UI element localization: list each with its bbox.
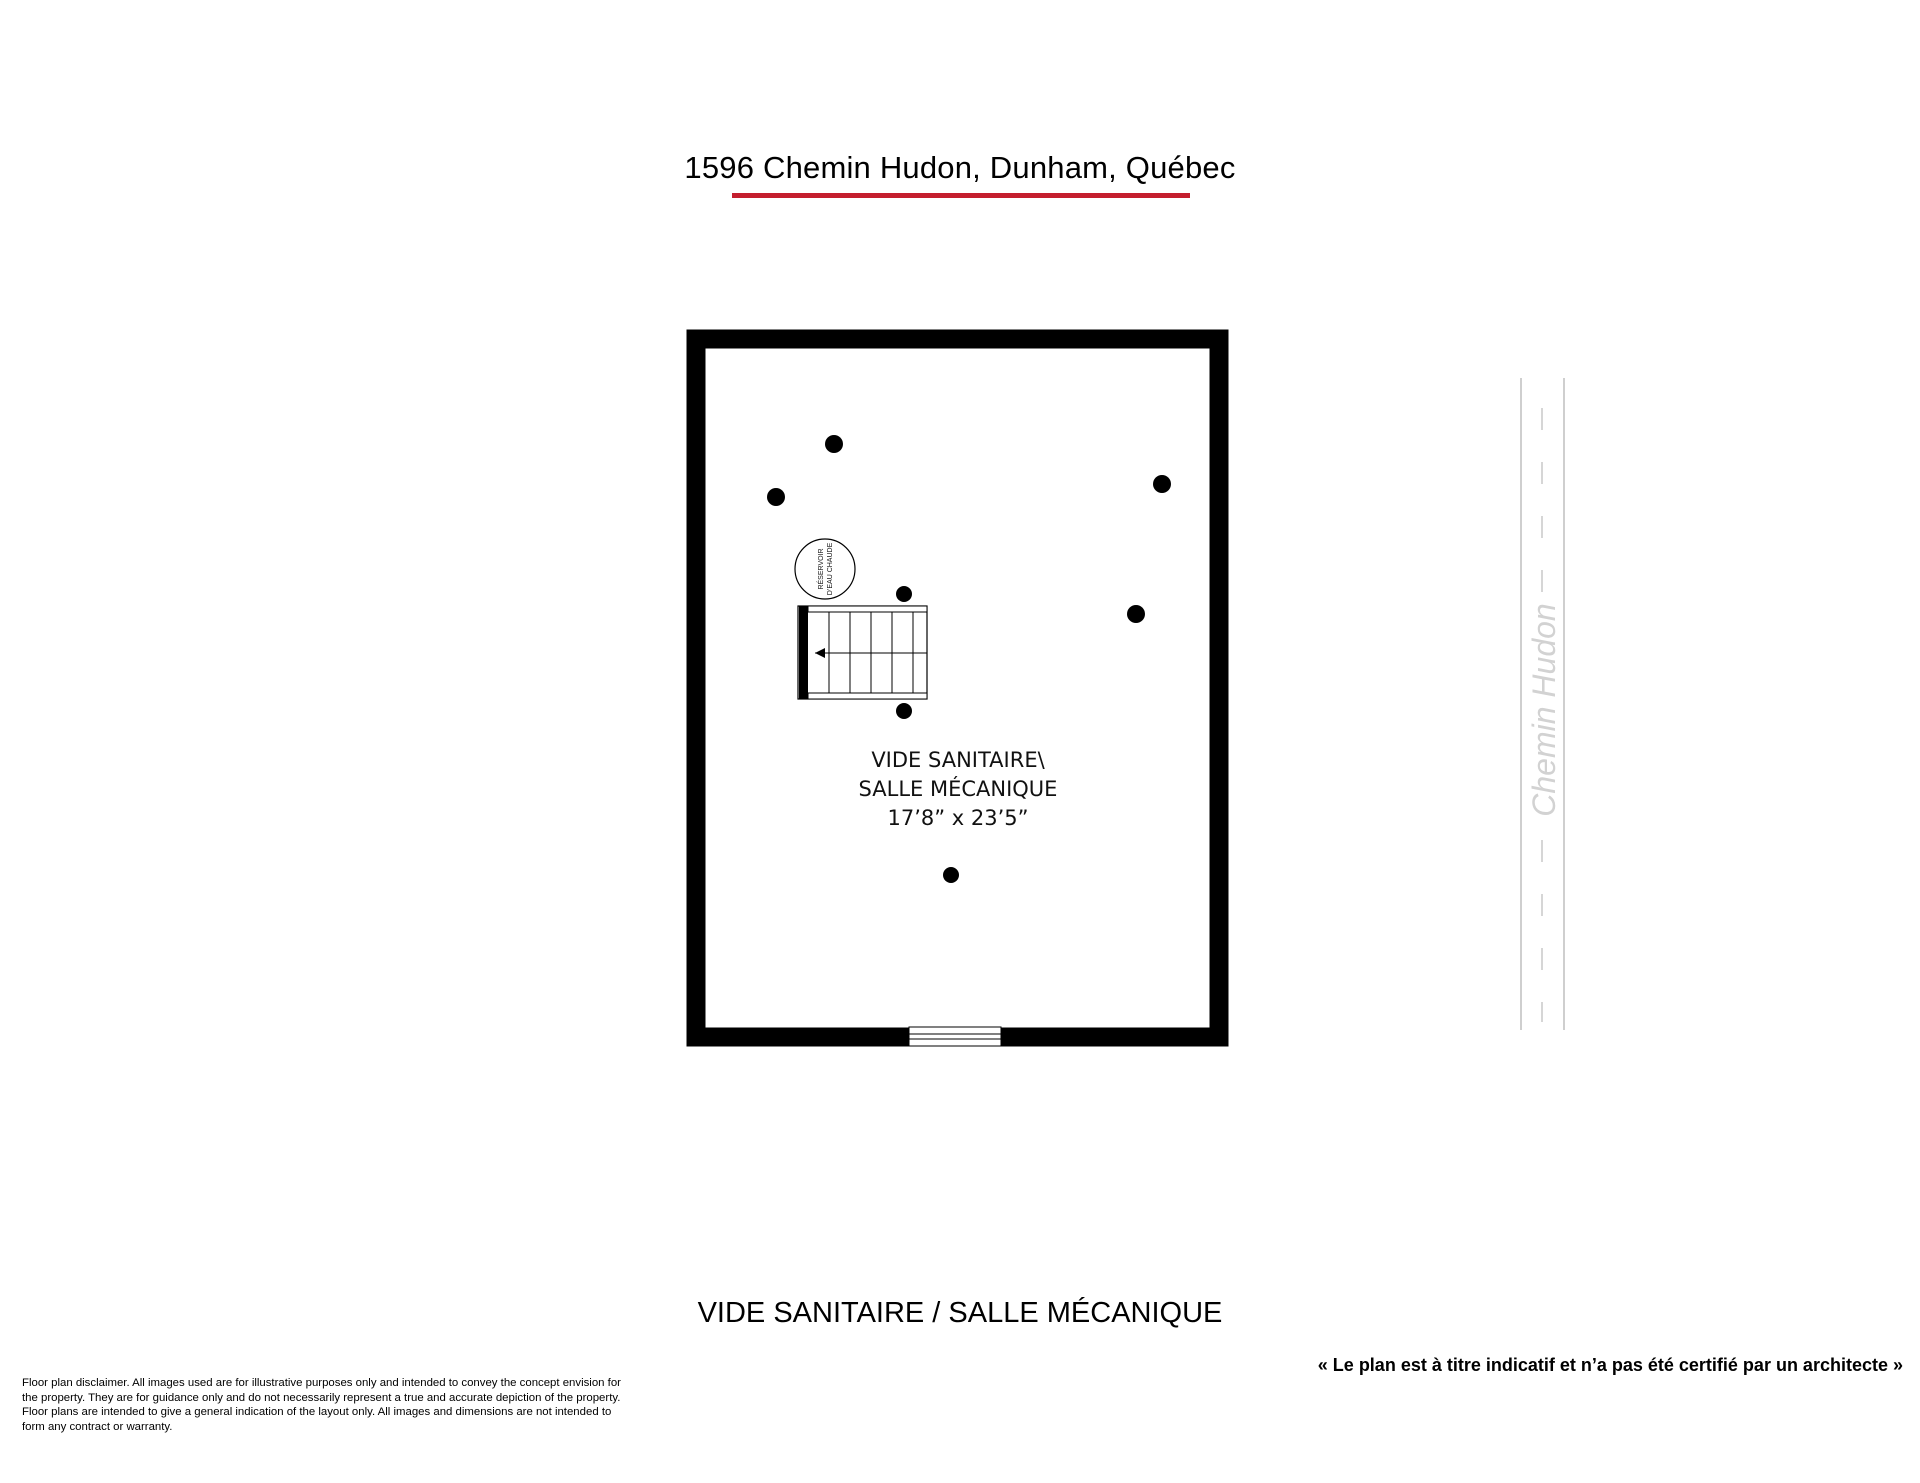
water-heater-label-line1: RÉSERVOIR [818, 548, 825, 590]
support-post [767, 488, 785, 506]
room-label [859, 748, 1058, 830]
exterior-walls [696, 339, 1219, 1037]
support-post [1153, 475, 1171, 493]
staircase [798, 606, 927, 699]
room-dimensions: 17’8” x 23’5” [887, 806, 1029, 830]
water-heater [795, 539, 855, 599]
support-post [825, 435, 843, 453]
support-post [1127, 605, 1145, 623]
window [909, 1027, 1001, 1046]
street [1521, 378, 1564, 1030]
support-post [943, 867, 959, 883]
water-heater-label-line2: D’EAU CHAUDE [827, 542, 834, 596]
support-post [896, 586, 912, 602]
certification-note: « Le plan est à titre indicatif et n’a pas été certifié par un architecte » [1317, 1355, 1903, 1375]
floor-plan-disclaimer: Floor plan disclaimer. All images used are for illustrative purposes only and intended to convey the concept envision for the property. They are for guidance only and do not necessarily represent a true and accurate depiction of the property. Floor plans are intended to give a general indication of the layout only. All images and dimensions are not intended to form any contract or warranty. [22, 1377, 621, 1433]
room-name-line1: VIDE SANITAIRE\ [871, 748, 1045, 772]
room-name-line2: SALLE MÉCANIQUE [858, 777, 1058, 801]
street-name: Chemin Hudon [1526, 603, 1562, 817]
floor-name: VIDE SANITAIRE / SALLE MÉCANIQUE [697, 1297, 1223, 1329]
support-post [896, 703, 912, 719]
property-address-title: 1596 Chemin Hudon, Dunham, Québec [684, 150, 1236, 185]
